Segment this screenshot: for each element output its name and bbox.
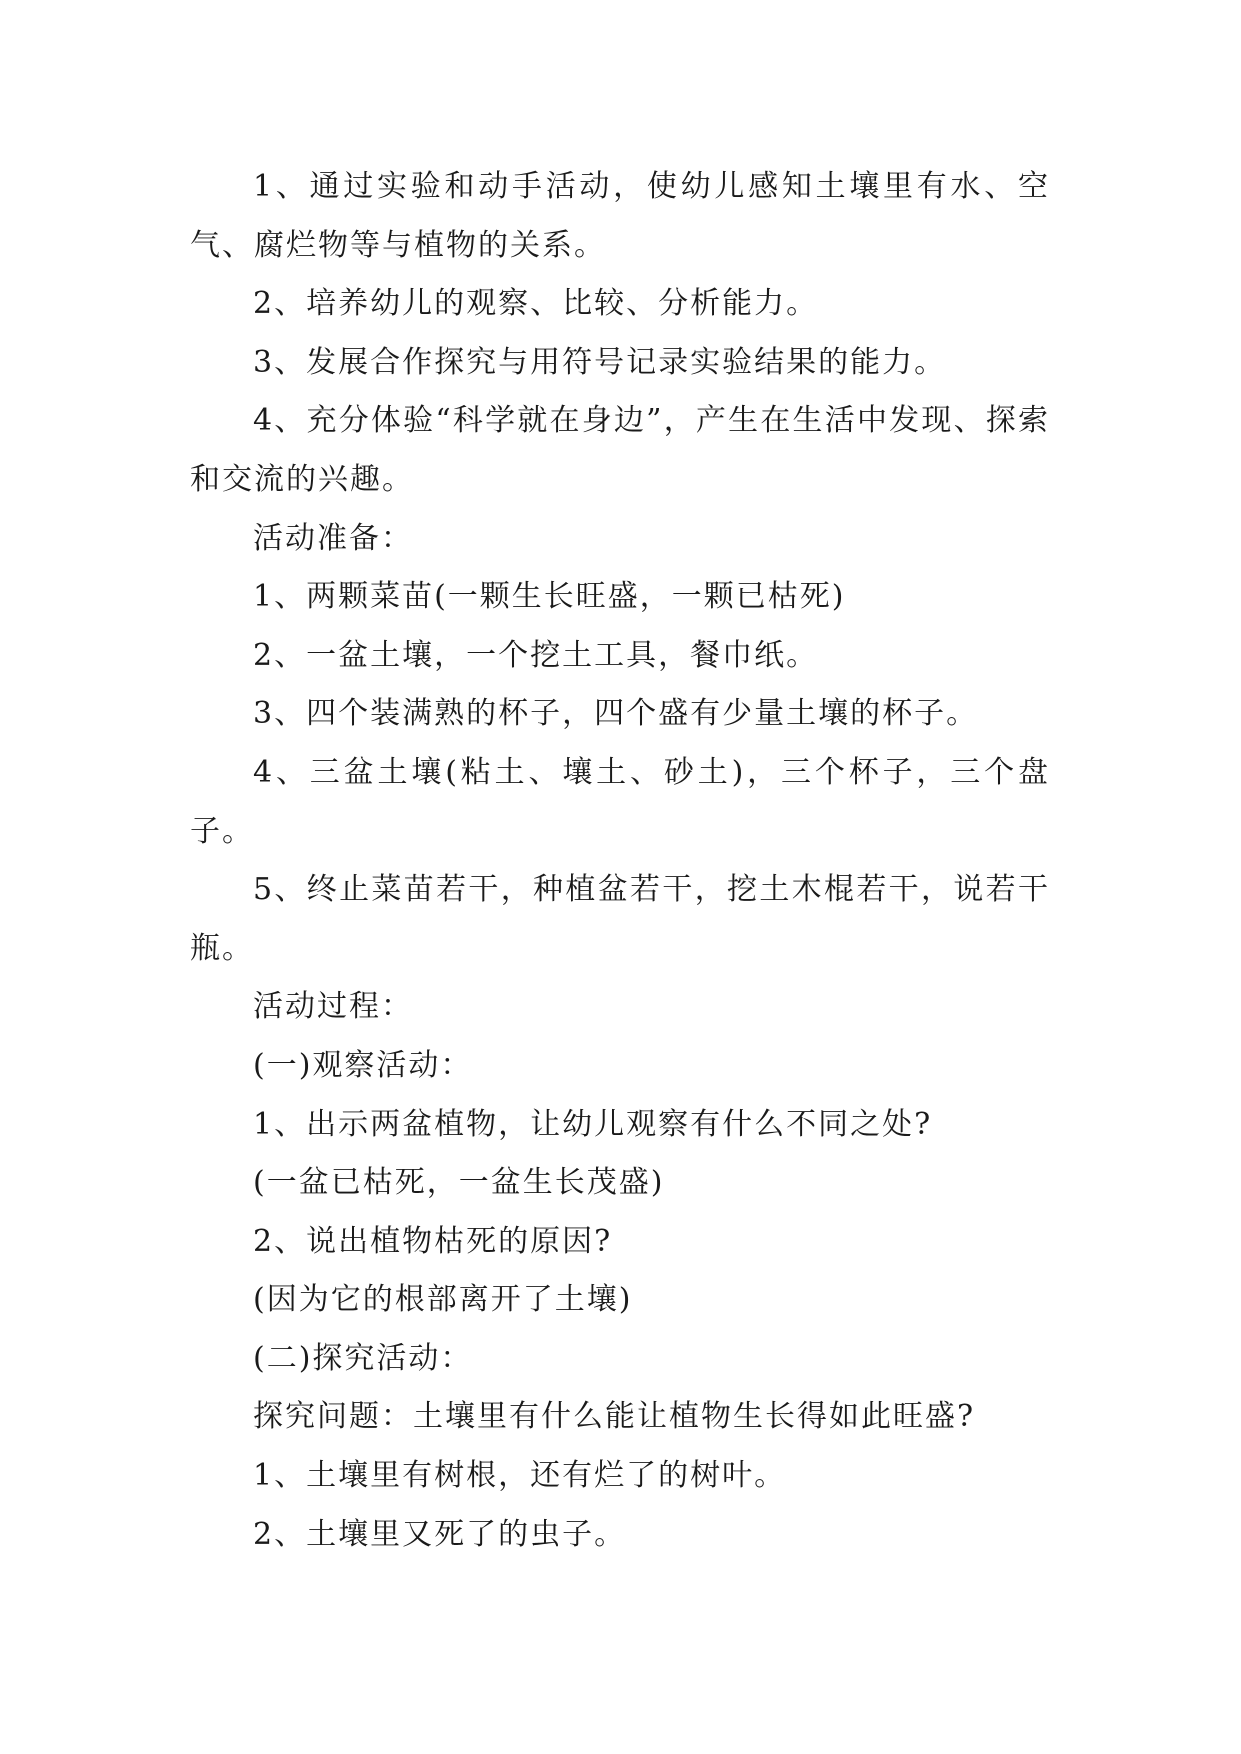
subheading-observation: (一)观察活动： [253, 1047, 473, 1083]
paragraph-goal-3: 3、发展合作探究与用符号记录实验结果的能力。 [253, 344, 947, 380]
paragraph-goal-4: 4、充分体验“科学就在身边”，产生在生活中发现、探索和交流的兴趣。 [190, 403, 1050, 497]
section-heading-preparation: 活动准备： [253, 520, 413, 556]
paragraph-goal-2: 2、培养幼儿的观察、比较、分析能力。 [253, 286, 819, 322]
paragraph-goal-1: 1、通过实验和动手活动，使幼儿感知土壤里有水、空气、腐烂物等与植物的关系。 [190, 169, 1050, 263]
paragraph-prep-2: 2、一盆土壤，一个挖土工具，餐巾纸。 [253, 637, 819, 673]
paragraph-prep-3: 3、四个装满熟的杯子，四个盛有少量土壤的杯子。 [253, 696, 979, 732]
paragraph-observe-answer-1: (一盆已枯死，一盆生长茂盛) [253, 1165, 665, 1201]
section-heading-process: 活动过程： [253, 989, 413, 1025]
paragraph-observe-2: 2、说出植物枯死的原因? [253, 1223, 613, 1259]
paragraph-observe-1: 1、出示两盆植物，让幼儿观察有什么不同之处? [253, 1106, 933, 1142]
paragraph-explore-1: 1、土壤里有树根，还有烂了的树叶。 [253, 1458, 787, 1494]
paragraph-observe-answer-2: (因为它的根部离开了土壤) [253, 1282, 633, 1318]
paragraph-prep-5: 5、终止菜苗若干，种植盆若干，挖土木棍若干，说若干瓶。 [190, 872, 1050, 966]
paragraph-prep-1: 1、两颗菜苗(一颗生长旺盛，一颗已枯死) [253, 579, 846, 615]
paragraph-explore-question: 探究问题：土壤里有什么能让植物生长得如此旺盛? [253, 1399, 976, 1435]
paragraph-explore-2: 2、土壤里又死了的虫子。 [253, 1516, 627, 1552]
subheading-exploration: (二)探究活动： [253, 1340, 473, 1376]
document-body [190, 158, 1050, 1564]
paragraph-prep-4: 4、三盆土壤(粘土、壤土、砂土)，三个杯子，三个盘子。 [190, 754, 1050, 849]
